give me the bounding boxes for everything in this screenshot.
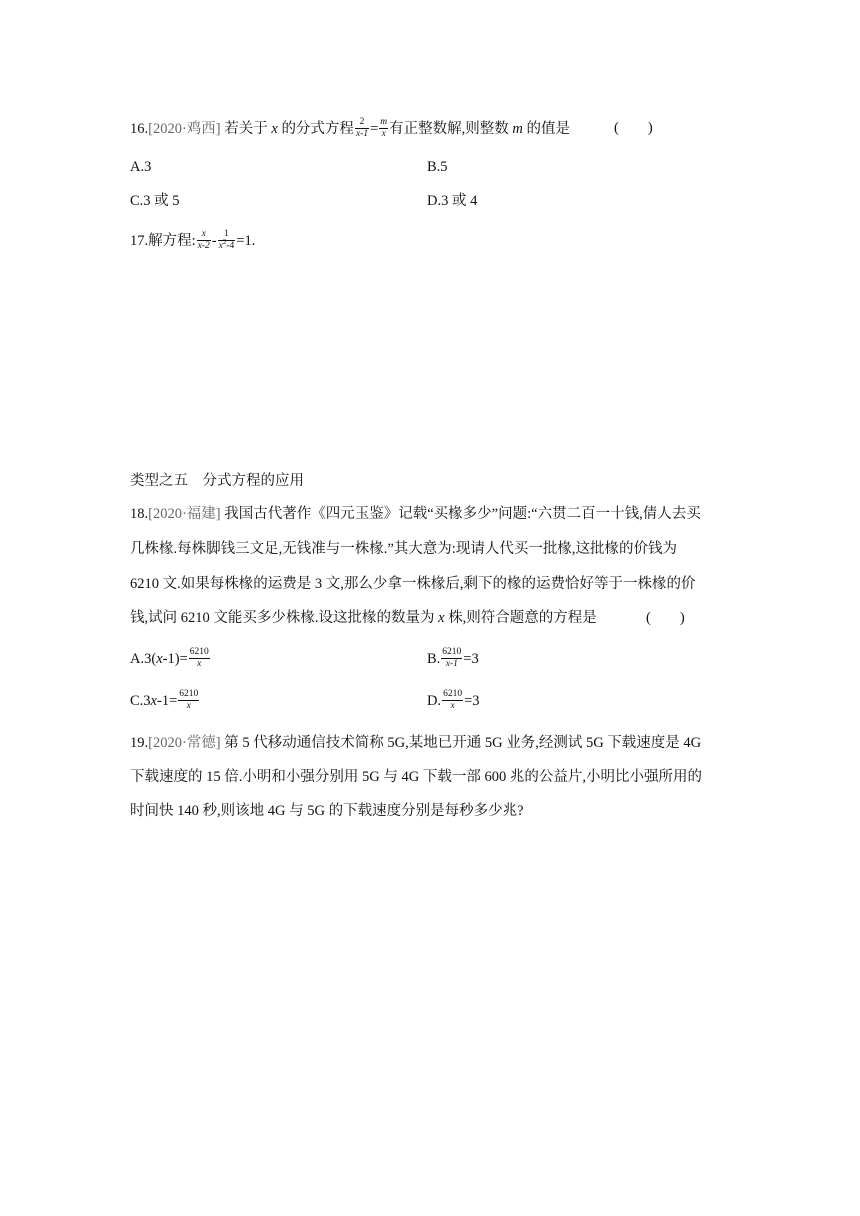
q18-source: [2020·福建]	[148, 506, 221, 522]
q16-fraction-1-numerator: 2	[355, 117, 369, 129]
q18-line-2: 几株椽.每株脚钱三文足,无钱准与一株椽.”其大意为:现请人代买一批椽,这批椽的价钱为	[130, 541, 677, 557]
q18-option-a[interactable]: A.3(x-1)= $\frac{6210}{x}$	[130, 647, 209, 669]
q18-text-1: 我国古代著作《四元玉鉴》记载“买椽多少”问题:“六贯二百一十钱,倩人去买	[224, 506, 701, 522]
q18-option-b-fraction: $\frac{6210}{x-1}$	[442, 647, 462, 669]
q16-option-a[interactable]: A.3	[130, 159, 152, 175]
q16-text-4: 的值是	[526, 120, 570, 137]
q18-line-3: 6210 文.如果每株椽的运费是 3 文,那么少拿一株椽后,剩下的椽的运费恰好等于一株椽的价	[130, 576, 696, 592]
q17-fraction-1-numerator: x	[197, 229, 211, 241]
q18-text-4b: 株,则符合题意的方程是	[448, 610, 597, 626]
q16-var-m: m	[512, 120, 523, 137]
q16-source: [2020·鸡西]	[148, 120, 221, 137]
q19-text-1: 第 5 代移动通信技术简称 5G,某地已开通 5G 业务,经测试 5G 下载速度是 4G	[224, 735, 702, 751]
q18-line-1	[130, 504, 701, 524]
q17-fraction-1	[197, 229, 211, 252]
q16-fraction-1	[355, 117, 369, 140]
q17-stem	[130, 230, 255, 253]
q16-option-d[interactable]: D.3 或 4	[427, 193, 478, 209]
q16-equals: =	[370, 120, 379, 137]
q18-option-b[interactable]: B. $\frac{6210}{x-1}$ =3	[427, 647, 479, 669]
q18-answer-paren: ( )	[646, 610, 685, 626]
q18-line-4	[130, 608, 597, 628]
q18-text-4a: 钱,试问 6210 文能买多少株椽.设这批椽的数量为	[130, 610, 435, 626]
q18-option-d[interactable]: D. $\frac{6210}{x}$ =3	[427, 689, 480, 711]
q16-option-c[interactable]: C.3 或 5	[130, 193, 180, 209]
q17-number: 17.	[130, 232, 149, 249]
q18-option-c-fraction: $\frac{6210}{x}$	[179, 689, 199, 711]
q17-label: 解方程:	[148, 232, 196, 249]
q19-number: 19.	[130, 735, 149, 751]
q16-option-b[interactable]: B.5	[427, 159, 448, 175]
q18-option-a-fraction: $\frac{6210}{x}$	[189, 647, 209, 669]
q17-fraction-1-denominator: x-2	[197, 241, 210, 251]
q19-source: [2020·常德]	[148, 735, 221, 751]
q18-option-d-fraction: $\frac{6210}{x}$	[443, 689, 463, 711]
q17-minus: -	[211, 232, 217, 249]
q16-fraction-2	[379, 117, 388, 140]
q16-answer-paren: ( )	[614, 120, 653, 136]
q16-fraction-1-denominator: x-1	[355, 129, 369, 139]
q17-fraction-2-numerator: 1	[218, 229, 236, 241]
q16-text-3: 有正整数解,则整数	[389, 120, 509, 137]
q18-number: 18.	[130, 506, 149, 522]
q17-fraction-2	[218, 229, 236, 252]
q18-option-c[interactable]: C.3x-1= $\frac{6210}{x}$	[130, 689, 199, 711]
q16-number: 16.	[130, 120, 149, 137]
section-title: 类型之五 分式方程的应用	[130, 473, 304, 489]
q16-text-2: 的分式方程	[281, 120, 354, 137]
q16-var-x: x	[271, 120, 278, 137]
q16-text-1: 若关于	[224, 120, 268, 137]
q19-line-3: 时间快 140 秒,则该地 4G 与 5G 的下载速度分别是每秒多少兆?	[130, 803, 524, 819]
q17-fraction-2-denominator: $x^2-4$	[218, 237, 235, 251]
q19-line-2: 下载速度的 15 倍.小明和小强分别用 5G 与 4G 下载一部 600 兆的公益片,小明比小强所用的	[130, 769, 702, 785]
q16-fraction-2-denominator: x	[381, 129, 386, 139]
q19-line-1	[130, 733, 701, 753]
q18-var-x: x	[438, 610, 445, 626]
q17-rhs: =1.	[236, 232, 256, 249]
q16-fraction-2-numerator: m	[380, 117, 388, 127]
q16-stem	[130, 118, 570, 141]
